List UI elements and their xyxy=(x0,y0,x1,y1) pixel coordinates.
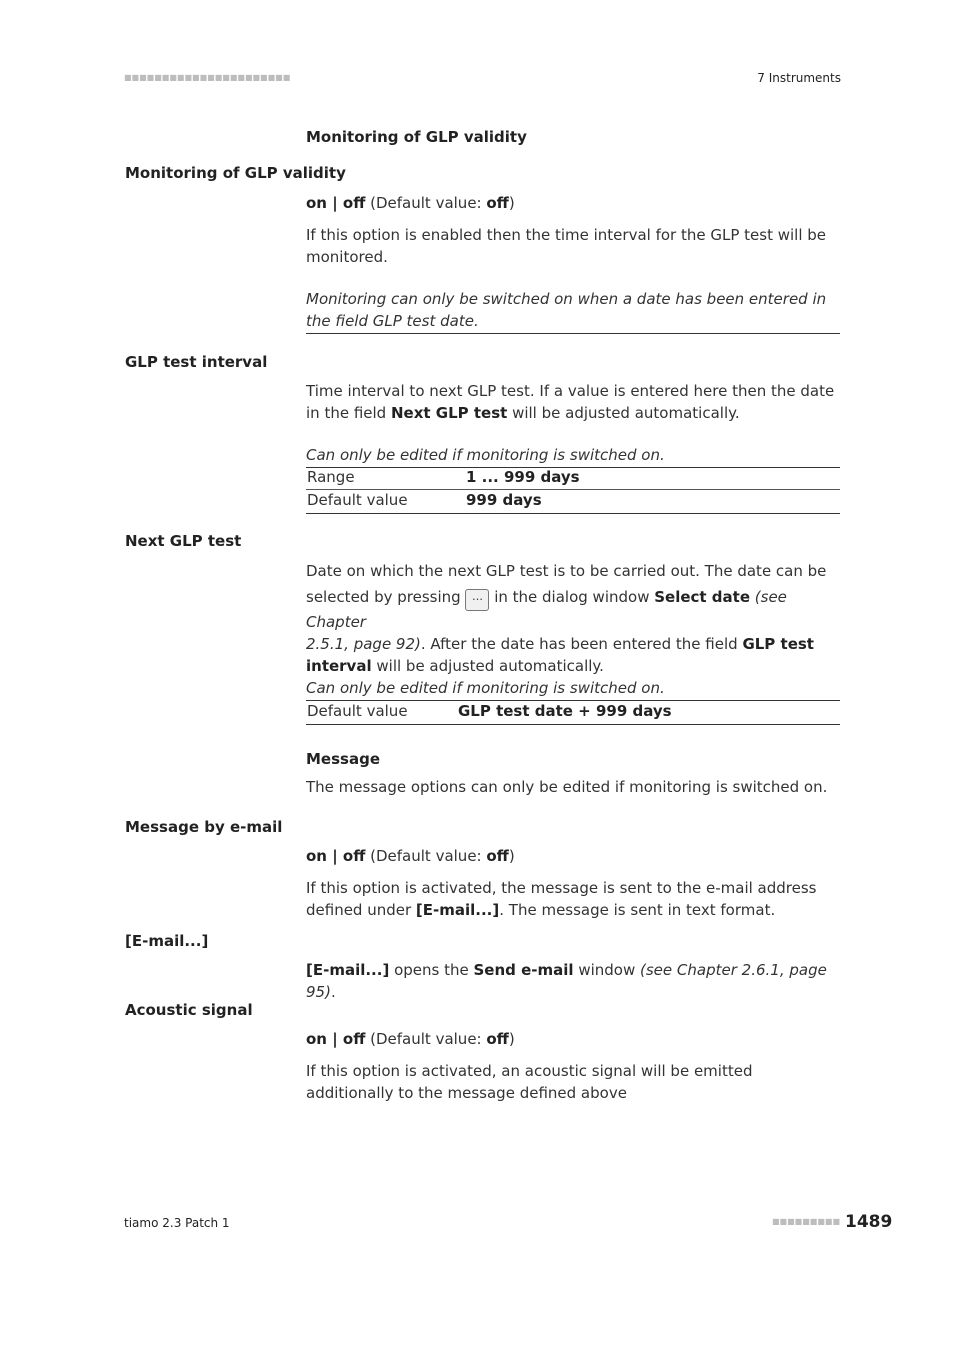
email-button-desc-1: opens the xyxy=(389,961,474,979)
chapter-ref-1: (see Chapter xyxy=(306,588,787,631)
interval-note: Can only be edited if monitoring is switched on. xyxy=(306,446,665,464)
param-label-acoustic: Acoustic signal xyxy=(125,1001,253,1019)
email-desc-bold: [E-mail...] xyxy=(415,901,500,919)
default-value: 999 days xyxy=(466,491,542,509)
default-prefix: (Default value: xyxy=(365,194,487,212)
footer-product: tiamo 2.3 Patch 1 xyxy=(124,1216,230,1230)
email-button-desc-3: . xyxy=(330,983,336,1001)
default-label: Default value xyxy=(307,491,408,509)
values-text: on | off xyxy=(306,1030,366,1048)
monitoring-description: If this option is enabled then the time interval for the GLP test will be monitored. xyxy=(306,226,827,266)
next-desc-4: . After the date has been entered the field xyxy=(420,635,743,653)
email-button-description xyxy=(306,959,840,1003)
default-value: off xyxy=(486,1030,509,1048)
range-label: Range xyxy=(307,468,355,486)
default-prefix: (Default value: xyxy=(365,1030,487,1048)
interval-description xyxy=(306,380,840,424)
next-desc-3: in the dialog window xyxy=(489,588,655,606)
footer-decoration: ■■■■■■■■■ xyxy=(772,1217,841,1226)
table-row-rule xyxy=(306,489,840,490)
values-text: on | off xyxy=(306,847,366,865)
page-number: 1489 xyxy=(845,1212,893,1232)
ellipsis-button-icon: … xyxy=(465,589,489,611)
next-default-label: Default value xyxy=(307,702,408,720)
default-value: off xyxy=(486,847,509,865)
interval-bold: interval xyxy=(306,657,372,675)
header-decoration: ■■■■■■■■■■■■■■■■■■■■■■ xyxy=(124,73,291,82)
chapter-title: 7 Instruments xyxy=(757,71,841,85)
default-suffix: ) xyxy=(508,847,515,865)
chapter-ref: (see Chapter 2.6.1, page 95) xyxy=(306,961,827,1001)
values-text: on | off xyxy=(306,194,366,212)
send-email-bold: Send e-mail xyxy=(473,961,574,979)
next-desc-2: selected by pressing xyxy=(306,588,466,606)
message-description: The message options can only be edited if monitoring is switched on. xyxy=(306,778,828,796)
default-value: off xyxy=(486,194,509,212)
select-date-bold: Select date xyxy=(654,588,751,606)
section-title: Monitoring of GLP validity xyxy=(306,128,527,146)
default-suffix: ) xyxy=(508,1030,515,1048)
email-desc-1: If this option is activated, the message is sent to the e-mail address defined under xyxy=(306,879,817,919)
interval-desc-bold: Next GLP test xyxy=(390,404,508,422)
table-top-rule xyxy=(306,700,840,701)
param-label-email-button: [E-mail...] xyxy=(125,932,209,950)
email-desc-2: . The message is sent in text format. xyxy=(499,901,776,919)
email-values xyxy=(306,845,840,867)
interval-desc-1: Time interval to next GLP test. If a value is entered here then the date in the field xyxy=(306,382,835,422)
acoustic-values xyxy=(306,1028,840,1050)
param-label-next: Next GLP test xyxy=(125,532,242,550)
divider xyxy=(306,333,840,334)
param-label-email: Message by e-mail xyxy=(125,818,283,836)
default-suffix: ) xyxy=(508,194,515,212)
table-bottom-rule xyxy=(306,724,840,725)
param-label-interval: GLP test interval xyxy=(125,353,268,371)
next-desc-5: will be adjusted automatically. xyxy=(371,657,604,675)
message-heading: Message xyxy=(306,750,380,768)
glp-test-bold: GLP test xyxy=(742,635,814,653)
email-description xyxy=(306,877,840,921)
next-desc-line-1: Date on which the next GLP test is to be carried out. The date can be xyxy=(306,562,827,580)
table-bottom-rule xyxy=(306,513,840,514)
email-button-bold: [E-mail...] xyxy=(306,961,390,979)
monitoring-values xyxy=(306,192,840,214)
chapter-ref-2: 2.5.1, page 92) xyxy=(306,635,421,653)
acoustic-description: If this option is activated, an acoustic signal will be emitted additionally to the message defined above xyxy=(306,1062,753,1102)
email-button-desc-2: window xyxy=(573,961,641,979)
next-note: Can only be edited if monitoring is switched on. xyxy=(306,679,665,697)
next-description xyxy=(306,586,840,677)
default-prefix: (Default value: xyxy=(365,847,487,865)
monitoring-note: Monitoring can only be switched on when a date has been entered in the field GLP test date. xyxy=(306,290,827,330)
next-default-value: GLP test date + 999 days xyxy=(458,702,672,720)
range-value: 1 ... 999 days xyxy=(466,468,580,486)
param-label-monitoring: Monitoring of GLP validity xyxy=(125,164,346,182)
interval-desc-2: will be adjusted automatically. xyxy=(507,404,740,422)
